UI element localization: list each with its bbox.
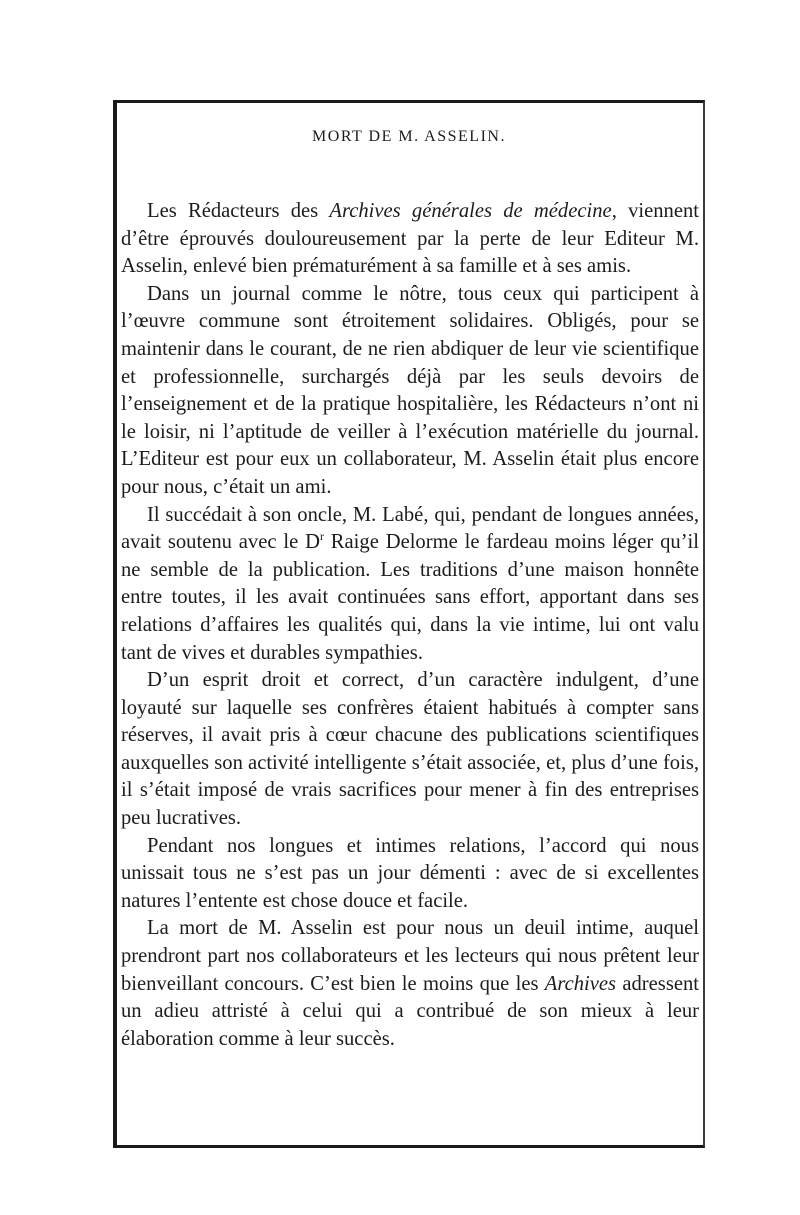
page-title: MORT DE M. ASSELIN. [312, 128, 506, 145]
paragraph-1-text-a: Les Rédacteurs des [147, 200, 330, 222]
paragraph-5: Pendant nos longues et intimes relations, l’accord qui nous unissait tous ne s’est pas un jour démenti : avec de si excellentes natures l’entente est chose douce et facile. [121, 834, 699, 912]
paragraph-6-text-a: La mort de M. Asselin est pour nous un deuil intime, auquel prendront part nos collaborateurs et les lecteurs qui nous prêtent leur bienveillant concours. C’est bien le moins que les [121, 917, 699, 995]
journal-title-italic: Archives générales de médecine [329, 200, 612, 222]
paragraph-6-text-b: adressent un adieu attristé à celui qui a contribué de son mieux à leur élaboration comme à leur succès. [121, 972, 699, 1050]
archives-italic: Archives [544, 972, 617, 995]
paragraph-3-text-b: Raige Delorme le fardeau moins léger qu’il ne semble de la publication. Les traditions d’une maison honnête entre toutes, il les avait continuées sans effort, apportant dans ses relations d’affaires les qualités qui, dans la vie intime, lui ont valu tant de vives et durables sympathies. [121, 531, 699, 664]
paragraph-1 [121, 198, 699, 281]
paragraph-4: D’un esprit droit et correct, d’un caractère indulgent, d’une loyauté sur laquelle ses confrères étaient habitués à compter sans réserves, il avait pris à cœur chacune des publications scientifiques auxquelles son activité intelligente s’était associée, et, plus d’une fois, il s’était imposé de vrais sacrifices pour mener à fin des entreprises peu lucratives. [121, 669, 699, 830]
paragraph-1-text-b: , viennent d’être éprouvés douloureusement par la perte de leur Editeur M. Asselin, enlevé bien prématurément à sa famille et à ses amis. [121, 200, 699, 278]
paragraph-3-text-a: Il succédait à son oncle, M. Labé, qui, pendant de longues années, avait soutenu avec le D [121, 503, 699, 554]
doctor-superscript: r [319, 529, 324, 544]
paragraph-3 [121, 502, 699, 668]
article-body [121, 198, 699, 1053]
paragraph-6 [121, 915, 699, 1053]
paragraph-2: Dans un journal comme le nôtre, tous ceux qui participent à l’œuvre commune sont étroitement solidaires. Obligés, pour se maintenir dans le courant, de ne rien abdiquer de leur vie scientifique et professionnelle, surchargés déjà par les seuls devoirs de l’enseignement et de la pratique hospitalière, les Rédacteurs n’ont ni le loisir, ni l’aptitude de veiller à l’exécution matérielle du journal. L’Editeur est pour eux un collaborateur, M. Asselin était plus encore pour nous, c’était un ami. [121, 282, 699, 498]
